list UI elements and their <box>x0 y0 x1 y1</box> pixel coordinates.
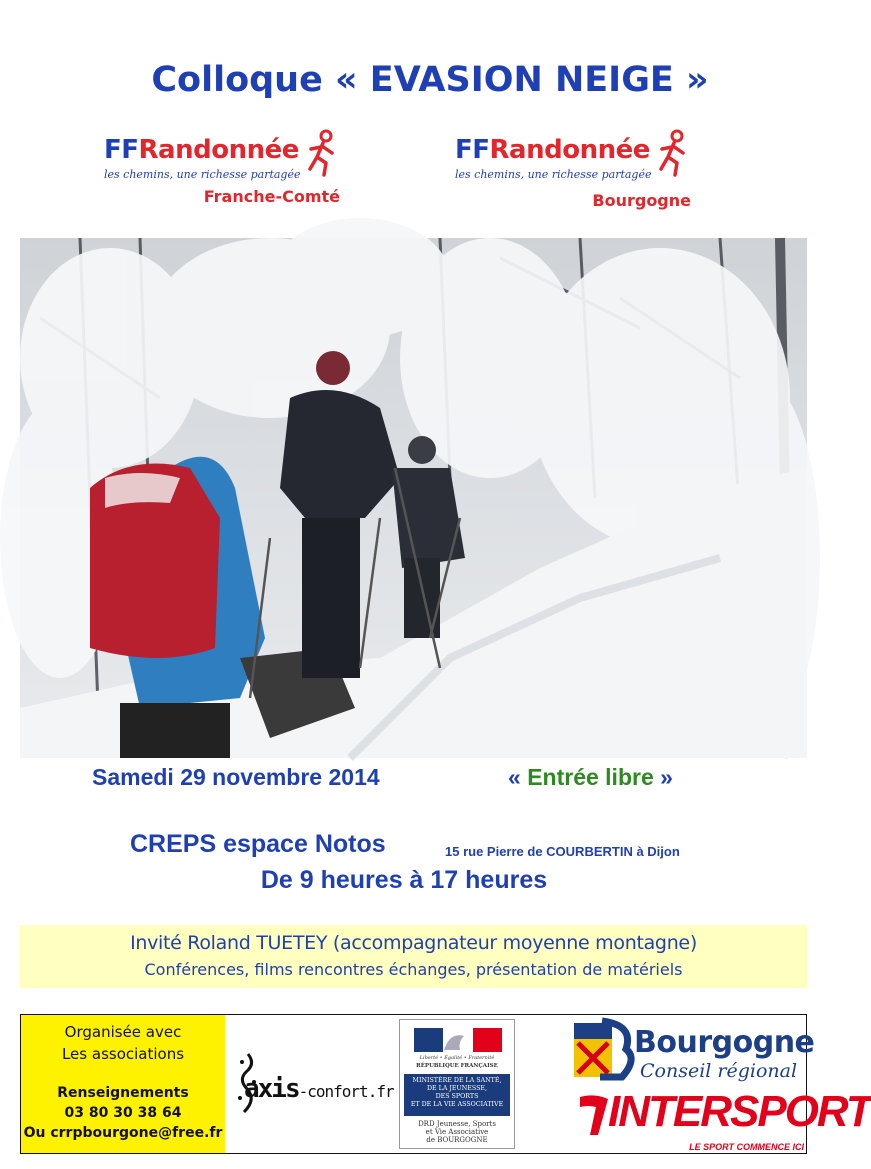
bourgogne-conseil-logo <box>572 1017 815 1083</box>
logo-wordmark: FFRandonnée <box>104 135 299 165</box>
venue-address: 15 rue Pierre de COURBERTIN à Dijon <box>445 844 680 859</box>
intersport-logo <box>578 1087 871 1153</box>
contact-phone: 03 80 30 38 64 <box>64 1105 182 1121</box>
ministry-logo <box>399 1019 515 1149</box>
event-hours: De 9 heures à 17 heures <box>260 866 548 894</box>
axis-wordmark: axis-confort.fr <box>244 1074 394 1104</box>
info-label: Renseignements <box>57 1085 189 1101</box>
guest-line: Invité Roland TUETEY (accompagnateur moyenne montagne) <box>130 932 697 954</box>
organizer-line-1: Organisée avec <box>64 1023 182 1041</box>
logo-region: Bourgogne <box>592 191 691 210</box>
ffrandonnee-bourgogne-logo <box>455 135 695 225</box>
activities-line: Conférences, films rencontres échanges, présentation de matériels <box>144 960 683 979</box>
marianne-flag-icon <box>414 1028 502 1052</box>
intersport-swoosh-icon <box>578 1091 612 1137</box>
intersport-wordmark: INTERSPORT <box>608 1087 871 1136</box>
ffrandonnee-franche-comte-logo <box>104 135 344 225</box>
event-title: Colloque « EVASION NEIGE » <box>151 60 709 100</box>
logo-wordmark: FFRandonnée <box>455 135 650 165</box>
hiker-icon <box>302 129 342 177</box>
free-entry-label: « Entrée libre » <box>508 764 673 790</box>
highlight-band <box>20 925 807 988</box>
bourgogne-wordmark: Bourgogne <box>634 1025 815 1060</box>
republic-label: RÉPUBLIQUE FRANÇAISE <box>416 1063 498 1069</box>
venue-name: CREPS espace Notos <box>130 830 386 858</box>
hiker-icon <box>653 129 693 177</box>
axis-confort-logo <box>234 1050 394 1120</box>
logo-region: Franche-Comté <box>203 187 340 206</box>
bourgogne-crest-icon <box>572 1019 638 1081</box>
ministry-band: MINISTÈRE DE LA SANTÉ, DE LA JEUNESSE, DES SPORTS ET DE LA VIE ASSOCIATIVE <box>404 1074 510 1116</box>
organizer-line-2: Les associations <box>61 1045 185 1063</box>
intersport-tagline: LE SPORT COMMENCE ICI <box>689 1142 804 1152</box>
conseil-regional-label: Conseil régional <box>640 1060 798 1082</box>
snowshoe-hikers-photo <box>20 238 807 758</box>
logo-tagline: les chemins, une richesse partagée <box>455 168 652 181</box>
organizer-box <box>21 1015 225 1153</box>
event-date: Samedi 29 novembre 2014 <box>92 764 380 790</box>
sponsors-footer <box>20 1014 871 1154</box>
logo-tagline: les chemins, une richesse partagée <box>104 168 301 181</box>
republic-motto: Liberté • Égalité • Fraternité <box>419 1055 495 1061</box>
contact-email: Ou crrpbourgone@free.fr <box>23 1125 223 1141</box>
drd-label: DRD Jeunesse, Sports et Vie Associative de BOURGOGNE <box>418 1120 496 1144</box>
